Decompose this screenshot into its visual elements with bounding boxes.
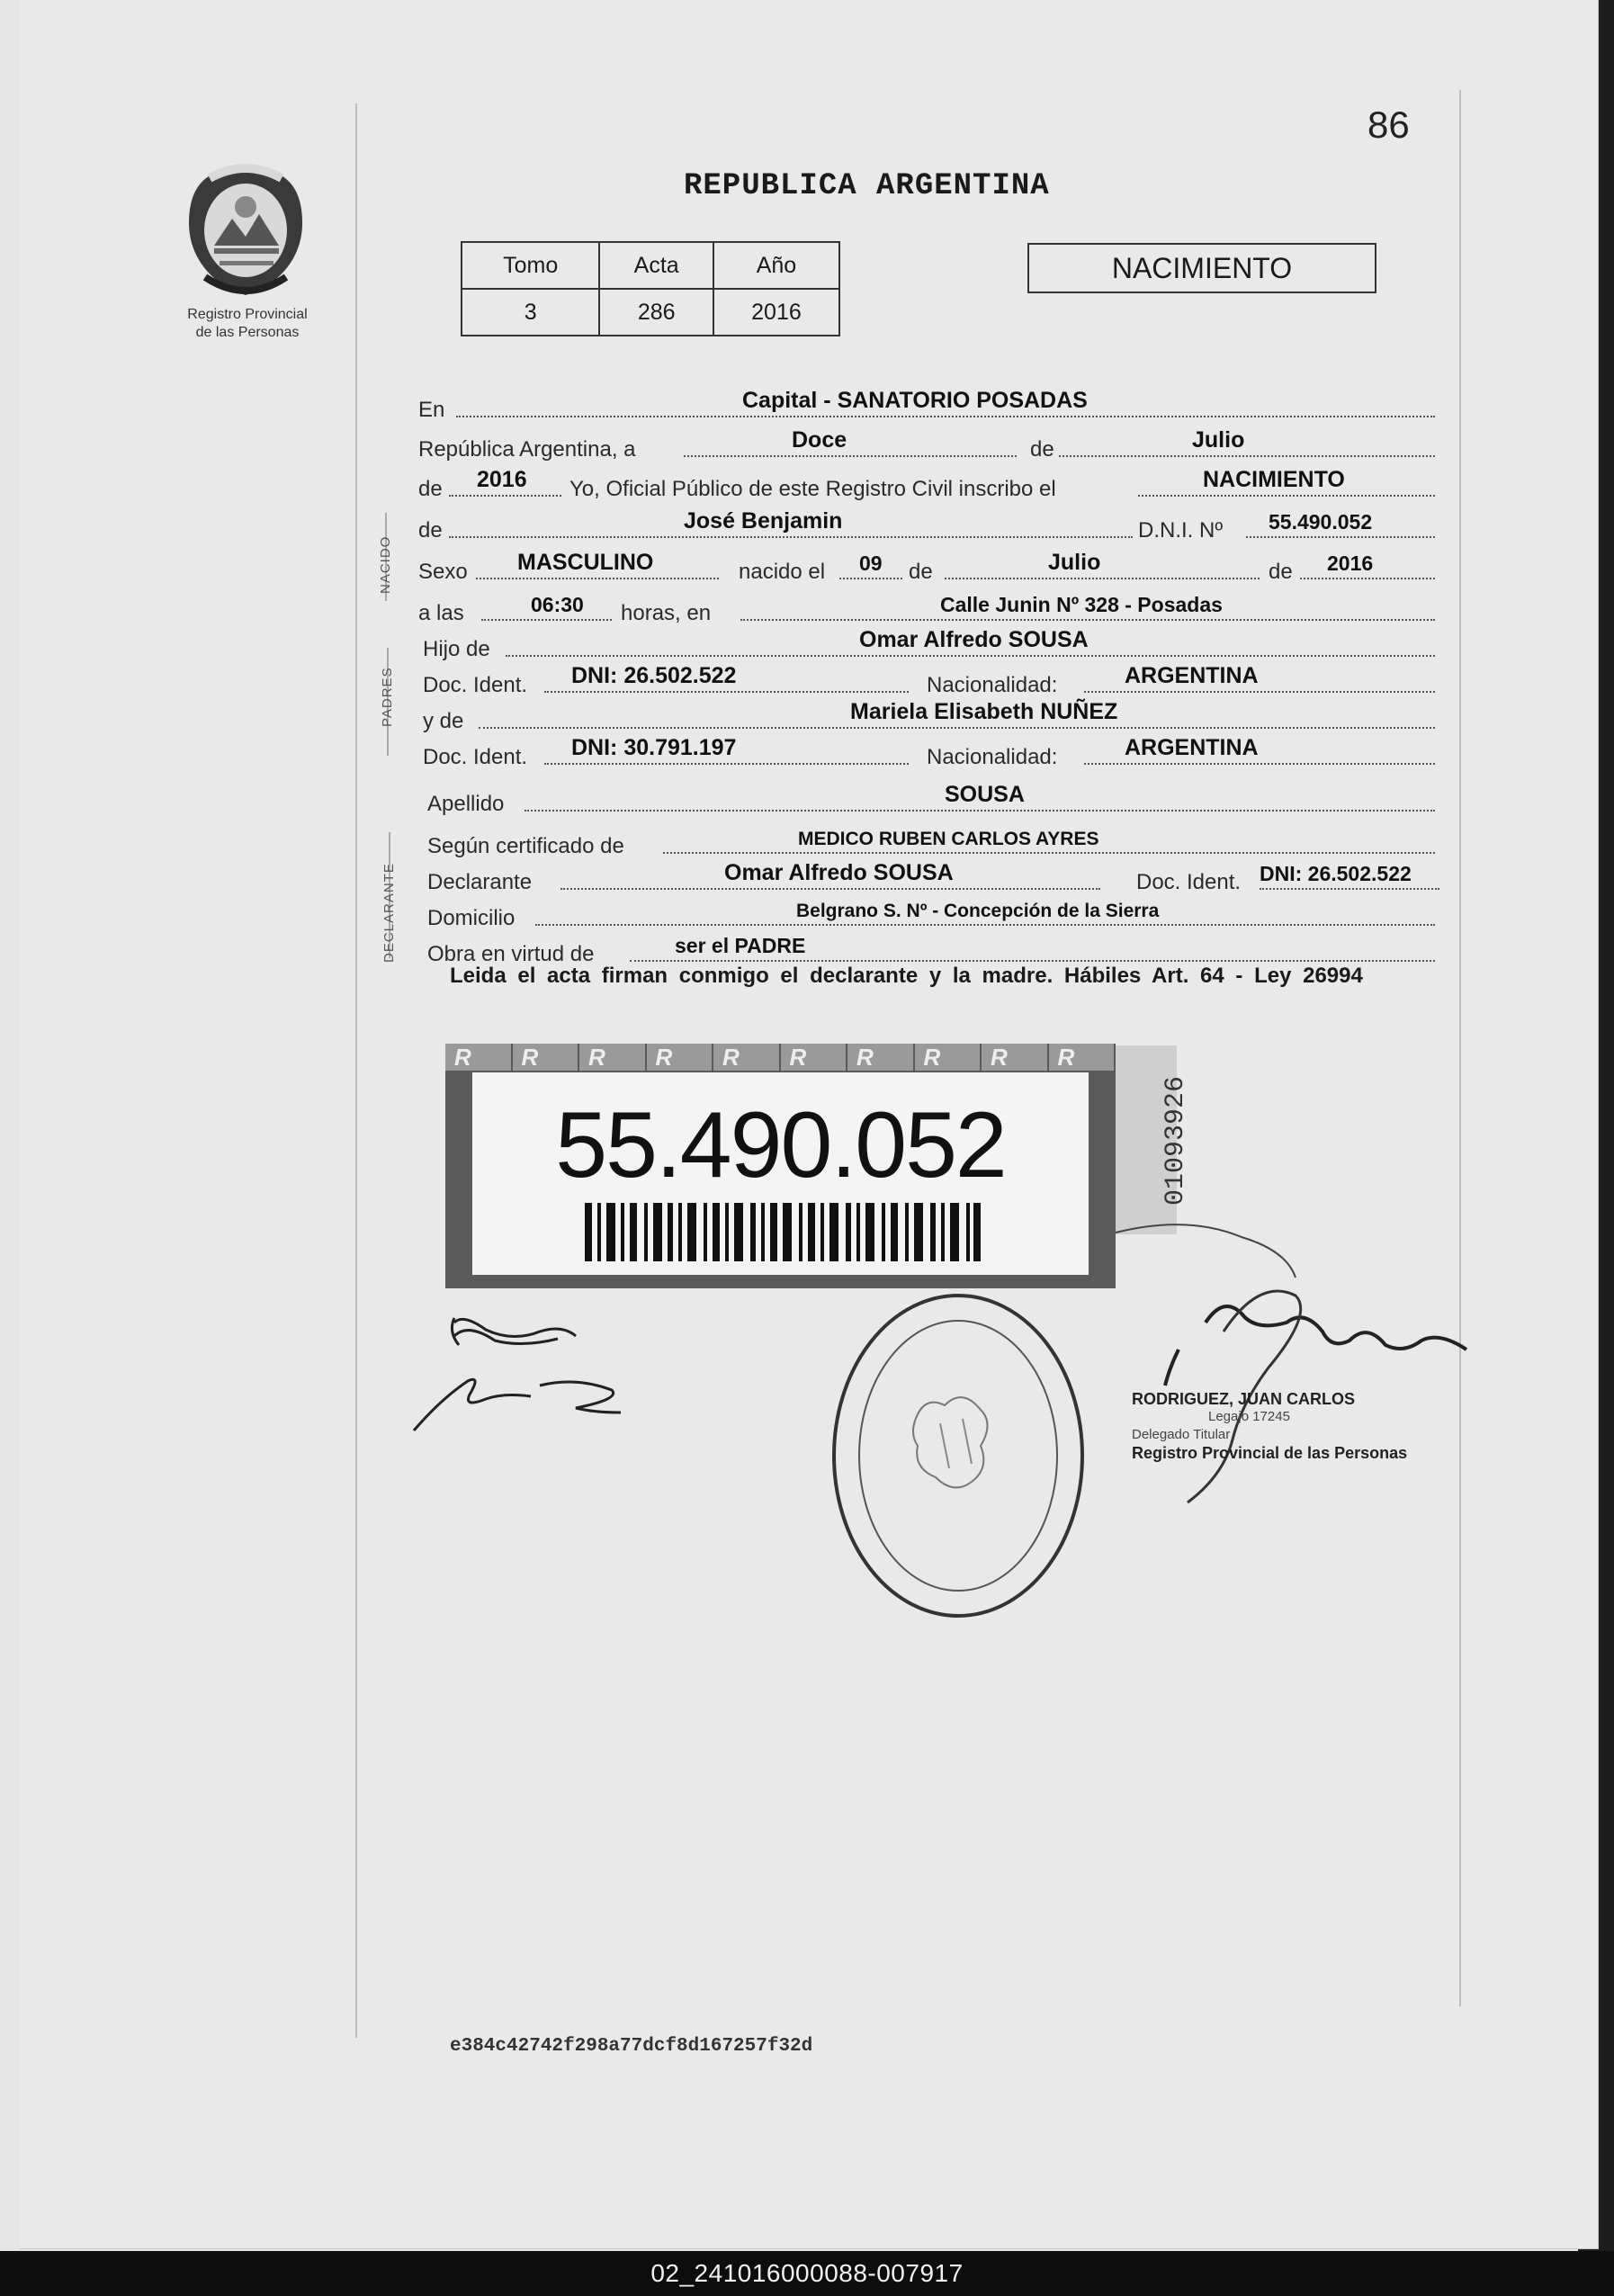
- barcode-icon: [585, 1203, 981, 1261]
- row-nacido-name: [418, 507, 1435, 543]
- registry-name: [162, 306, 333, 342]
- obra-value: ser el PADRE: [675, 934, 806, 957]
- registry-line-1: Registro Provincial: [187, 307, 308, 322]
- doc-label: Doc. Ident.: [423, 745, 528, 769]
- year-label: de: [418, 477, 443, 501]
- official-text: Yo, Oficial Público de este Registro Civil inscribo el: [569, 477, 1056, 501]
- mother-doc-value: DNI: 30.791.197: [571, 735, 737, 760]
- domicilio-value: Belgrano S. Nº - Concepción de la Sierra: [796, 901, 1160, 921]
- row-year: [418, 466, 1435, 502]
- dotted-line: [740, 619, 1435, 621]
- header-anio: Año: [713, 242, 839, 289]
- dotted-line: [449, 495, 561, 497]
- closing-text: Leida el acta firman conmigo el declarante y la madre. Hábiles Art. 64 - Ley 26994: [450, 964, 1363, 988]
- pattern-letter: R: [982, 1044, 1049, 1071]
- folio-number: 86: [1367, 103, 1410, 146]
- hijo-label: Hijo de: [423, 637, 490, 661]
- row-hora: [418, 590, 1435, 626]
- apellido-label: Apellido: [427, 792, 505, 816]
- domicilio-label: Domicilio: [427, 906, 516, 930]
- dotted-line: [449, 536, 1133, 538]
- declarante-doc-value: DNI: 26.502.522: [1260, 862, 1412, 885]
- mother-nationality-value: ARGENTINA: [1125, 735, 1259, 760]
- dotted-line: [481, 619, 612, 621]
- country-title: REPUBLICA ARGENTINA: [684, 169, 1050, 203]
- sticker-dni-number: 55.490.052: [555, 1093, 1006, 1197]
- footer-id: 02_241016000088-007917: [0, 2251, 1614, 2296]
- en-label: En: [418, 398, 445, 422]
- de-label: de: [1030, 437, 1054, 462]
- declarante-label: Declarante: [427, 870, 533, 894]
- birth-day-value: 09: [859, 552, 883, 575]
- officer-role: Delegado Titular: [1132, 1427, 1231, 1442]
- birth-month-value: Julio: [1048, 550, 1101, 575]
- de-label: de: [418, 518, 443, 543]
- row-republica: [418, 426, 1435, 462]
- document-hash: e384c42742f298a77dcf8d167257f32d: [450, 2036, 813, 2057]
- doc-label: Doc. Ident.: [1136, 870, 1242, 894]
- dotted-line: [945, 578, 1260, 579]
- child-dni-value: 55.490.052: [1269, 510, 1373, 534]
- dotted-line: [1084, 691, 1435, 693]
- pattern-letter: R: [781, 1044, 848, 1071]
- value-tomo: 3: [462, 289, 599, 336]
- dni-label: D.N.I. Nº: [1138, 518, 1224, 543]
- pattern-letter: R: [445, 1044, 513, 1071]
- registry-table-values: [462, 289, 839, 336]
- nacido-side-label: NACIDO: [378, 535, 393, 594]
- row-domicilio: [427, 895, 1444, 931]
- dotted-line: [479, 727, 1435, 729]
- act-type-box: NACIMIENTO: [1027, 243, 1376, 293]
- right-margin-line: [1459, 90, 1461, 2006]
- pattern-letter: R: [713, 1044, 781, 1071]
- de-label: de: [909, 560, 933, 584]
- republica-label: República Argentina, a: [418, 437, 636, 462]
- declarante-side-label: DECLARANTE: [381, 863, 397, 963]
- row-declarante: [427, 859, 1444, 895]
- row-en: [418, 387, 1435, 423]
- row-apellido: [427, 781, 1444, 817]
- dotted-line: [839, 578, 902, 579]
- province-emblem-icon: [178, 160, 313, 304]
- row-mother-doc: [423, 734, 1439, 770]
- sexo-value: MASCULINO: [517, 550, 654, 575]
- officer-institution: Registro Provincial de las Personas: [1132, 1444, 1408, 1462]
- day-value: Doce: [792, 427, 847, 453]
- pattern-letter: R: [513, 1044, 580, 1071]
- dotted-line: [1059, 455, 1435, 457]
- dotted-line: [684, 455, 1017, 457]
- obra-label: Obra en virtud de: [427, 942, 595, 966]
- dotted-line: [476, 578, 719, 579]
- father-doc-value: DNI: 26.502.522: [571, 663, 737, 688]
- header-acta: Acta: [599, 242, 713, 289]
- registry-line-2: de las Personas: [195, 325, 300, 340]
- officer-stamp: [1132, 1390, 1407, 1462]
- dotted-line: [1246, 536, 1435, 538]
- officer-legajo: Legajo 17245: [1208, 1409, 1290, 1424]
- child-name-value: José Benjamin: [684, 508, 843, 534]
- dni-sticker: [445, 1044, 1116, 1288]
- dotted-line: [525, 810, 1435, 812]
- certificado-value: MEDICO RUBEN CARLOS AYRES: [798, 829, 1099, 849]
- horas-label: horas, en: [621, 601, 712, 625]
- birth-place-value: Calle Junin Nº 328 - Posadas: [940, 593, 1223, 616]
- dotted-line: [1260, 888, 1439, 890]
- dotted-line: [535, 924, 1435, 926]
- dotted-line: [544, 691, 909, 693]
- padres-side-label: PADRES: [380, 667, 395, 727]
- pattern-letter: R: [1049, 1044, 1116, 1071]
- registry-table: [461, 241, 840, 336]
- row-mother: [423, 698, 1439, 734]
- month-value: Julio: [1192, 427, 1245, 453]
- value-acta: 286: [599, 289, 713, 336]
- sticker-serial: 01093926: [1161, 1075, 1191, 1206]
- yde-label: y de: [423, 709, 464, 733]
- registry-seal-icon: [828, 1288, 1089, 1623]
- dotted-line: [456, 416, 1435, 417]
- time-value: 06:30: [531, 593, 584, 616]
- pattern-letter: R: [847, 1044, 915, 1071]
- dotted-line: [1300, 578, 1435, 579]
- dotted-line: [560, 888, 1100, 890]
- row-certificado: [427, 823, 1444, 859]
- officer-name: RODRIGUEZ, JUAN CARLOS: [1132, 1390, 1356, 1408]
- sticker-panel: [472, 1072, 1089, 1275]
- value-anio: 2016: [713, 289, 839, 336]
- row-sexo: [418, 549, 1435, 585]
- de-label: de: [1269, 560, 1293, 584]
- declarante-value: Omar Alfredo SOUSA: [724, 860, 954, 885]
- dotted-line: [1138, 495, 1435, 497]
- registry-table-header: [462, 242, 839, 289]
- row-father-doc: [423, 662, 1439, 698]
- doc-label: Doc. Ident.: [423, 673, 528, 697]
- father-name-value: Omar Alfredo SOUSA: [859, 627, 1089, 652]
- place-value: Capital - SANATORIO POSADAS: [742, 388, 1088, 413]
- alas-label: a las: [418, 601, 464, 625]
- apellido-value: SOUSA: [945, 782, 1025, 807]
- row-father: [423, 626, 1439, 662]
- nacionalidad-label: Nacionalidad:: [927, 745, 1058, 769]
- left-margin-line: [355, 103, 357, 2038]
- pattern-letter: R: [647, 1044, 714, 1071]
- mother-name-value: Mariela Elisabeth NUÑEZ: [850, 699, 1118, 724]
- dotted-line: [544, 763, 909, 765]
- nacionalidad-label: Nacionalidad:: [927, 673, 1058, 697]
- certificado-label: Según certificado de: [427, 834, 624, 858]
- dotted-line: [663, 852, 1435, 854]
- nacido-label: nacido el: [739, 560, 826, 584]
- sexo-label: Sexo: [418, 560, 468, 584]
- dotted-line: [506, 655, 1435, 657]
- header-tomo: Tomo: [462, 242, 599, 289]
- sticker-pattern: [445, 1044, 1116, 1071]
- dotted-line: [1084, 763, 1435, 765]
- birth-year-value: 2016: [1327, 552, 1374, 575]
- year-value: 2016: [477, 467, 527, 492]
- event-value: NACIMIENTO: [1203, 467, 1345, 492]
- pattern-letter: R: [579, 1044, 647, 1071]
- father-nationality-value: ARGENTINA: [1125, 663, 1259, 688]
- pattern-letter: R: [915, 1044, 982, 1071]
